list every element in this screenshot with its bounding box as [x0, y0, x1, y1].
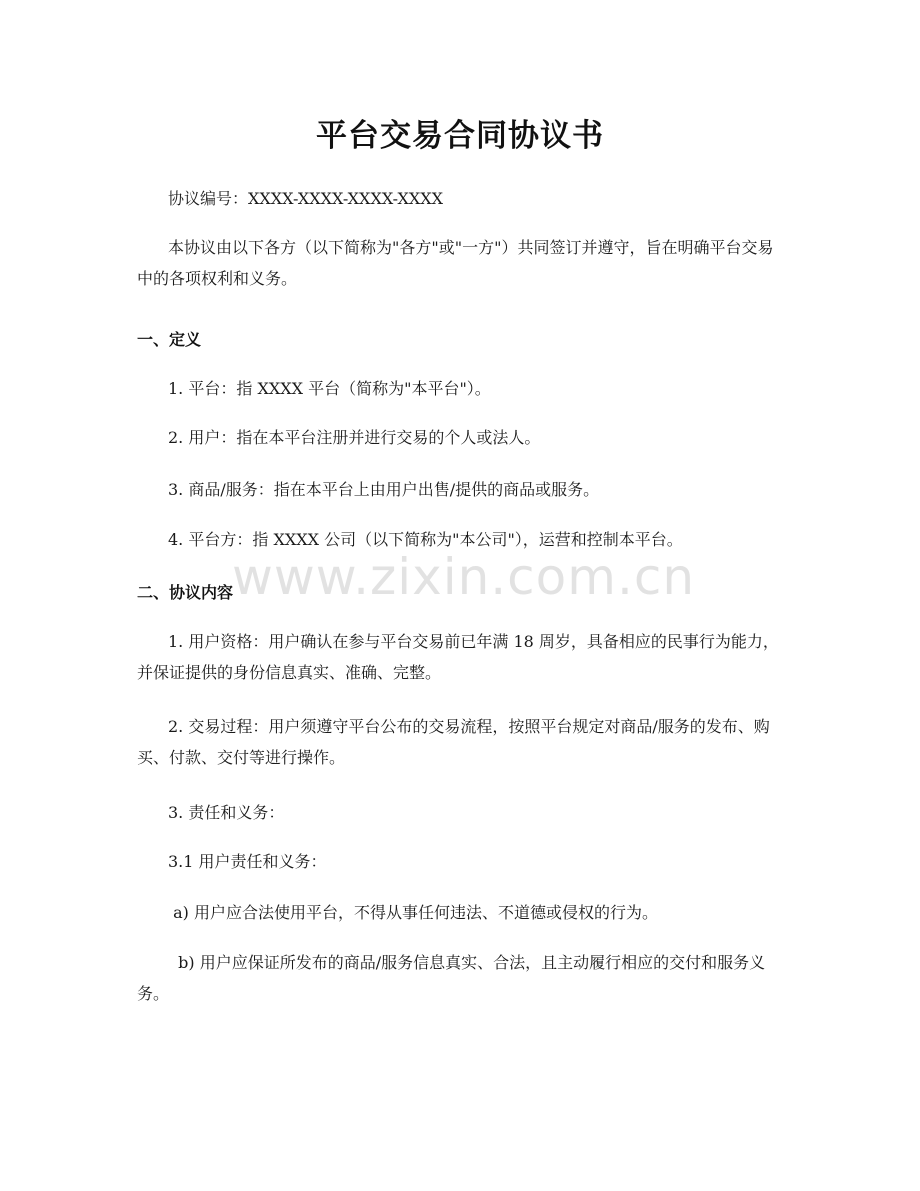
section-heading-definitions: 一、定义: [137, 330, 202, 349]
agreement-number: 协议编号：XXXX-XXXX-XXXX-XXXX: [168, 189, 444, 208]
definition-item: 2. 用户：指在本平台注册并进行交易的个人或法人。: [168, 428, 541, 447]
definition-item: 1. 平台：指 XXXX 平台（简称为"本平台"）。: [168, 379, 491, 398]
document-title: 平台交易合同协议书: [316, 118, 604, 154]
content-item: 1. 用户资格：用户确认在参与平台交易前已年满 18 周岁，具备相应的民事行为能力，并保证提供的身份信息真实、准确、完整。: [137, 632, 779, 682]
definition-item: 3. 商品/服务：指在本平台上由用户出售/提供的商品或服务。: [168, 480, 600, 499]
definition-item: 4. 平台方：指 XXXX 公司（以下简称为"本公司"），运营和控制本平台。: [168, 530, 683, 549]
intro-paragraph: 本协议由以下各方（以下简称为"各方"或"一方"）共同签订并遵守，旨在明确平台交易中的各项权利和义务。: [137, 238, 774, 288]
content-item: 3. 责任和义务：: [168, 803, 285, 822]
content-item: a) 用户应合法使用平台，不得从事任何违法、不道德或侵权的行为。: [168, 903, 658, 922]
content-item: 3.1 用户责任和义务：: [168, 852, 327, 871]
content-item: b) 用户应保证所发布的商品/服务信息真实、合法，且主动履行相应的交付和服务义务。: [137, 953, 766, 1003]
watermark-text: www.zixin.com.cn: [232, 548, 696, 606]
content-item: 2. 交易过程：用户须遵守平台公布的交易流程，按照平台规定对商品/服务的发布、购买、付款、交付等进行操作。: [137, 717, 770, 767]
section-heading-content: 二、协议内容: [137, 583, 234, 602]
